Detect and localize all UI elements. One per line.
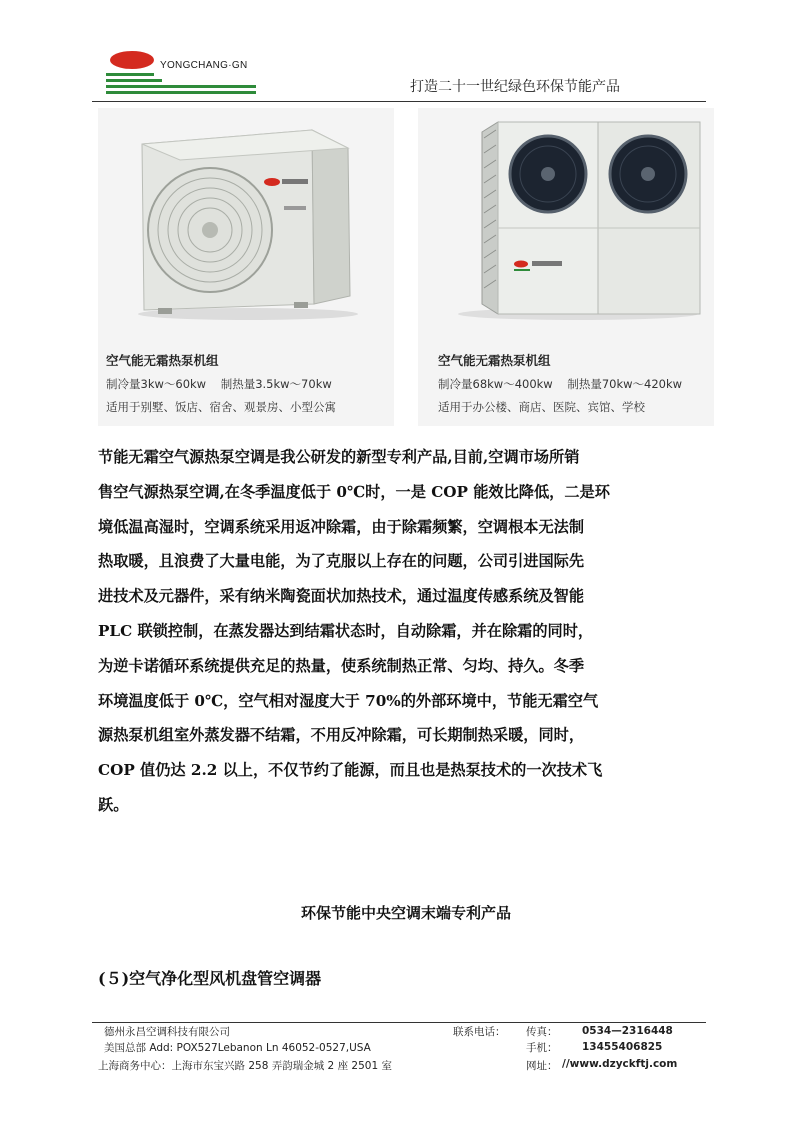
body-line: 为逆卡诺循环系统提供充足的热量，使系统制热正常、匀均、持久。冬季 <box>98 656 584 675</box>
footer-website-link[interactable]: //www.dzyckftj.com <box>562 1058 678 1070</box>
body-line: 跃。 <box>98 795 129 814</box>
footer-divider <box>92 1022 706 1023</box>
body-line: 热取暖，且浪费了大量电能，为了克服以上存在的问题，公司引进国际先 <box>98 552 584 571</box>
product-2-spec: 制冷量68kw～400kw 制热量70kw～420kw <box>438 377 683 391</box>
body-line: 进技术及元器件，采有纳米陶瓷面状加热技术，通过温度传感系统及智能 <box>98 587 584 606</box>
header-divider <box>92 101 706 102</box>
footer-contact-label: 联系电话： <box>453 1026 506 1038</box>
footer-mobile-label: 手机： <box>526 1042 558 1054</box>
product-1-spec: 制冷量3kw～60kw 制热量3.5kw～70kw <box>106 377 332 391</box>
body-line: 环境温度低于 0℃，空气相对湿度大于 70%的外部环境中，节能无霜空气 <box>98 691 599 710</box>
header-slogan: 打造二十一世纪绿色环保节能产品 <box>410 79 620 95</box>
footer-mobile: 13455406825 <box>582 1041 663 1053</box>
product-1-usage: 适用于别墅、饭店、宿舍、观景房、小型公寓 <box>106 400 336 414</box>
large-heat-pump-illustration <box>418 108 714 338</box>
body-paragraph <box>98 440 714 823</box>
logo-text: YONGCHANG·GN <box>160 60 248 71</box>
footer-web-label: 网址： <box>526 1060 558 1072</box>
section-heading: (５)空气净化型风机盘管空调器 <box>98 969 322 988</box>
body-line: COP 值仍达 2.2 以上，不仅节约了能源，而且也是热泵技术的一次技术飞 <box>98 761 603 780</box>
footer-company: 德州永昌空调科技有限公司 <box>104 1026 230 1038</box>
footer-fax: 0534—2316448 <box>582 1025 673 1037</box>
footer-fax-label: 传真： <box>526 1026 558 1038</box>
company-logo <box>106 46 266 96</box>
footer-shanghai-office: 上海商务中心：上海市东宝兴路 258 弄韵瑞金城 2 座 2501 室 <box>98 1060 392 1072</box>
center-heading: 环保节能中央空调末端专利产品 <box>300 904 511 922</box>
footer-us-office: 美国总部 Add: POX527Lebanon Ln 46052-0527,USA <box>104 1042 371 1054</box>
product-2-title: 空气能无霜热泵机组 <box>438 353 551 368</box>
body-line: 境低温高湿时，空调系统采用返冲除霜，由于除霜频繁，空调根本无法制 <box>98 517 584 536</box>
product-1-title: 空气能无霜热泵机组 <box>106 353 219 368</box>
body-line: PLC 联锁控制，在蒸发器达到结霜状态时，自动除霜，并在除霜的同时， <box>98 621 594 640</box>
body-line: 源热泵机组室外蒸发器不结霜，不用反冲除霜，可长期制热采暖，同时， <box>98 726 584 745</box>
small-heat-pump-illustration <box>98 108 394 338</box>
product-2-usage: 适用于办公楼、商店、医院、宾馆、学校 <box>438 400 645 414</box>
body-line: 节能无霜空气源热泵空调是我公研发的新型专利产品,目前,空调市场所销 <box>98 448 580 466</box>
body-line: 售空气源热泵空调,在冬季温度低于 0℃时，一是 COP 能效比降低，二是环 <box>98 482 610 501</box>
